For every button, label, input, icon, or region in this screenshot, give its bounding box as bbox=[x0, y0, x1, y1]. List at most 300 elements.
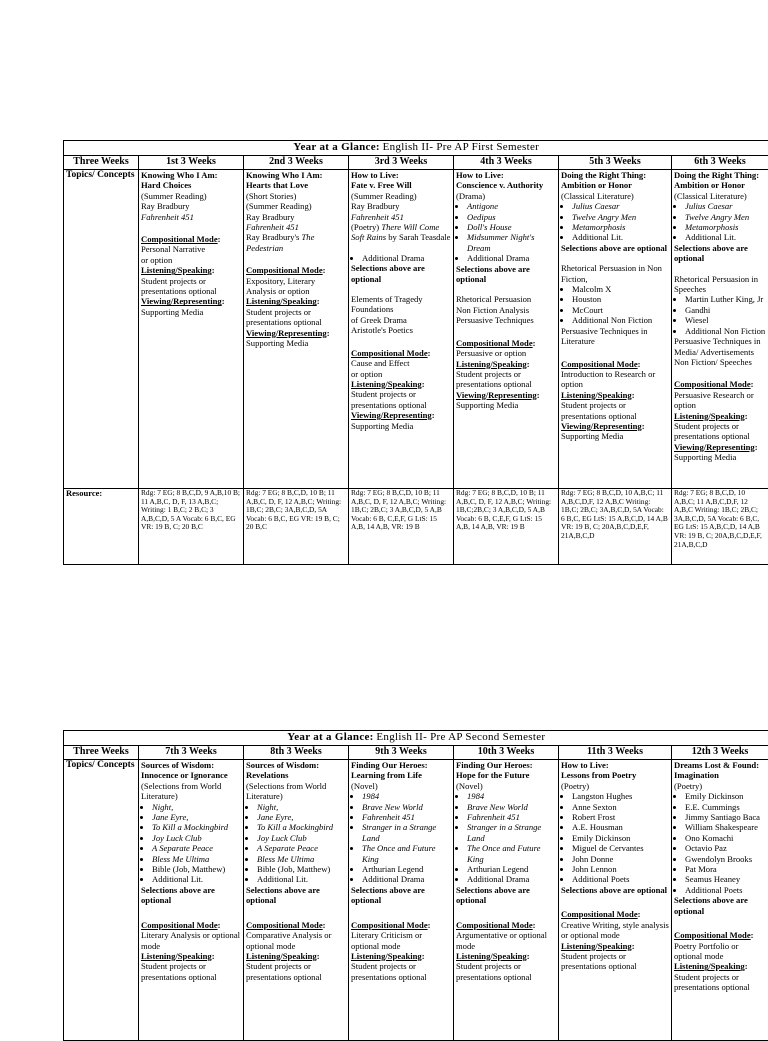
header-week-10: 10th 3 Weeks bbox=[454, 746, 559, 760]
colon: : bbox=[638, 909, 641, 919]
sem1-col-6 bbox=[672, 170, 768, 489]
listening-speaking-text: Student projects or presentations optional bbox=[674, 421, 766, 442]
colon: : bbox=[422, 951, 425, 961]
note-line: of Greek Drama bbox=[351, 315, 451, 325]
resource-cell: Rdg: 7 EG; 8 B,C,D, 10 A,B,C; 11 A,B,C,D,F, 12 A,B,C Writing: 1B,C; 2B,C; 3A,B,C,D, 5A Vocab: 6 B,C, EG LtS: 15 A,B,C,D, 14 A,B VR: 19 B, C; 20A,B,C,D,E,F, 21A,B,C,D bbox=[672, 489, 768, 565]
listening-speaking bbox=[456, 951, 556, 961]
viewing-representing-label: Viewing/Representing bbox=[456, 390, 537, 400]
first-semester-table bbox=[63, 140, 768, 565]
unit-subtheme: Conscience v. Authority bbox=[456, 180, 556, 190]
unit-theme: How to Live: bbox=[456, 170, 556, 180]
title-line: Fahrenheit 451 bbox=[246, 222, 346, 232]
list-item: • Additional Drama bbox=[362, 874, 451, 884]
note-line: Rhetorical Persuasion in Speeches bbox=[674, 274, 766, 295]
unit-subtheme: Learning from Life bbox=[351, 770, 451, 780]
unit-subtheme: Hope for the Future bbox=[456, 770, 556, 780]
header-row bbox=[64, 156, 768, 170]
list-item: • Julius Caesar bbox=[685, 201, 766, 211]
list-item: • Night, bbox=[257, 802, 346, 812]
table-title-row bbox=[64, 141, 768, 156]
listening-speaking-label: Listening/Speaking bbox=[674, 961, 745, 971]
compositional-mode-label: Compositional Mode bbox=[456, 338, 533, 348]
list-item: • Fahrenheit 451 bbox=[362, 812, 451, 822]
compositional-mode bbox=[561, 909, 669, 919]
list-item: • Jane Eyre, bbox=[152, 812, 241, 822]
bullet-list bbox=[456, 253, 556, 263]
extra-text: (Poetry) bbox=[351, 222, 379, 232]
list-item: • To Kill a Mockingbird bbox=[152, 822, 241, 832]
viewing-representing-label: Viewing/Representing bbox=[141, 296, 222, 306]
listening-speaking bbox=[351, 379, 451, 389]
compositional-mode-text: Introduction to Research or option bbox=[561, 369, 669, 390]
unit-line: Ray Bradbury bbox=[351, 201, 451, 211]
list-item: • John Donne bbox=[572, 854, 669, 864]
compositional-mode-label: Compositional Mode bbox=[456, 920, 533, 930]
listening-speaking bbox=[246, 951, 346, 961]
title-list bbox=[456, 791, 556, 864]
header-week-2: 2nd 3 Weeks bbox=[244, 156, 349, 170]
viewing-representing-label: Viewing/Representing bbox=[246, 328, 327, 338]
sem2-col-11 bbox=[559, 760, 672, 1041]
compositional-mode bbox=[561, 359, 669, 369]
sem2-col-10 bbox=[454, 760, 559, 1041]
unit-theme: Dreams Lost & Found: bbox=[674, 760, 766, 770]
unit-subtheme: Hard Choices bbox=[141, 180, 241, 190]
title-list bbox=[141, 802, 241, 864]
compositional-mode-text: or option bbox=[351, 369, 451, 379]
list-item: • Martin Luther King, Jr bbox=[685, 294, 766, 304]
viewing-representing-text: Supporting Media bbox=[456, 400, 556, 410]
listening-speaking bbox=[141, 265, 241, 275]
sem2-col-8 bbox=[244, 760, 349, 1041]
listening-speaking-label: Listening/Speaking bbox=[351, 951, 422, 961]
resource-cell: Rdg: 7 EG; 8 B,C,D, 10 B; 11 A,B,C, D, F, 12 A,B,C; Writing: 1B,C; 2B,C; 3 A,B,C,D, 5 A,B Vocab: 6 B, C,E,F, G LtS: 15 A,B, 14 A,B, VR: 19 B bbox=[349, 489, 454, 565]
bullet-list bbox=[351, 253, 451, 263]
bullet-list bbox=[674, 232, 766, 242]
note-line: Rhetorical Persuasion bbox=[456, 294, 556, 304]
note-line: Persuasive Techniques bbox=[456, 315, 556, 325]
list-item: • Additional Non Fiction bbox=[572, 315, 669, 325]
header-week-11: 11th 3 Weeks bbox=[559, 746, 672, 760]
note-line: Foundations bbox=[351, 304, 451, 314]
listening-speaking-text: Student projects or presentations optional bbox=[246, 961, 346, 982]
title-list bbox=[351, 791, 451, 864]
viewing-representing-text: Supporting Media bbox=[561, 431, 669, 441]
sem1-col-3 bbox=[349, 170, 454, 489]
bullet-list bbox=[141, 864, 241, 885]
list-item: • E.E. Cummings bbox=[685, 802, 766, 812]
list-item: • Additional Lit. bbox=[685, 232, 766, 242]
listening-speaking-label: Listening/Speaking bbox=[141, 265, 212, 275]
sem1-col-1 bbox=[139, 170, 244, 489]
colon: : bbox=[632, 390, 635, 400]
colon: : bbox=[527, 359, 530, 369]
compositional-mode-text: Argumentative or optional mode bbox=[456, 930, 556, 951]
list-item: • Additional Drama bbox=[467, 253, 556, 263]
header-three-weeks: Three Weeks bbox=[64, 746, 139, 760]
listening-speaking-text: Student projects or presentations optional bbox=[141, 276, 241, 297]
list-item: • Metamorphosis bbox=[685, 222, 766, 232]
list-item: • Bless Me Ultima bbox=[257, 854, 346, 864]
list-item: • Seamus Heaney bbox=[685, 874, 766, 884]
unit-subtheme: Ambition or Honor bbox=[674, 180, 766, 190]
colon: : bbox=[218, 234, 221, 244]
listening-speaking-text: Student projects or presentations optional bbox=[351, 961, 451, 982]
list-item: • Brave New World bbox=[362, 802, 451, 812]
bullet-list bbox=[674, 294, 766, 336]
listening-speaking-label: Listening/Speaking bbox=[456, 359, 527, 369]
colon: : bbox=[212, 265, 215, 275]
selections-note: Selections above are optional bbox=[351, 263, 451, 284]
sem2-col-12 bbox=[672, 760, 768, 1041]
selections-note: Selections above are optional bbox=[561, 885, 669, 895]
extra-text: Ray Bradbury's bbox=[246, 232, 299, 242]
list-item: • Joy Luck Club bbox=[257, 833, 346, 843]
colon: : bbox=[642, 421, 645, 431]
list-item: • Midsummer Night's Dream bbox=[467, 232, 556, 253]
list-item: • To Kill a Mockingbird bbox=[257, 822, 346, 832]
header-week-1: 1st 3 Weeks bbox=[139, 156, 244, 170]
viewing-representing bbox=[351, 410, 451, 420]
compositional-mode bbox=[674, 930, 766, 940]
topics-row bbox=[64, 170, 768, 489]
unit-theme: How to Live: bbox=[561, 760, 669, 770]
list-item: • A Separate Peace bbox=[257, 843, 346, 853]
selections-note: Selections above are optional bbox=[674, 895, 766, 916]
row-label-resource: Resource: bbox=[64, 489, 139, 565]
list-item: • Additional Lit. bbox=[152, 874, 241, 884]
list-item: • 1984 bbox=[362, 791, 451, 801]
bullet-list bbox=[561, 232, 669, 242]
colon: : bbox=[317, 296, 320, 306]
colon: : bbox=[537, 390, 540, 400]
list-item: • Robert Frost bbox=[572, 812, 669, 822]
listening-speaking bbox=[674, 961, 766, 971]
resource-row bbox=[64, 489, 768, 565]
list-item: • Octavio Paz bbox=[685, 843, 766, 853]
bullet-list bbox=[351, 864, 451, 885]
list-item: • John Lennon bbox=[572, 864, 669, 874]
list-item: • Pat Mora bbox=[685, 864, 766, 874]
title-line: Fahrenheit 451 bbox=[351, 212, 451, 222]
compositional-mode-text: Persuasive Research or option bbox=[674, 390, 766, 411]
list-item: • Anne Sexton bbox=[572, 802, 669, 812]
row-label-topics: Topics/ Concepts bbox=[64, 170, 139, 489]
unit-line: (Selections from World Literature) bbox=[246, 781, 346, 802]
viewing-representing-text: Supporting Media bbox=[351, 421, 451, 431]
compositional-mode-label: Compositional Mode bbox=[561, 359, 638, 369]
listening-speaking-text: Student projects or presentations optional bbox=[141, 961, 241, 982]
compositional-mode-label: Compositional Mode bbox=[246, 265, 323, 275]
list-item: • Ono Komachi bbox=[685, 833, 766, 843]
unit-theme: Doing the Right Thing: bbox=[674, 170, 766, 180]
unit-subtheme: Hearts that Love bbox=[246, 180, 346, 190]
listening-speaking-label: Listening/Speaking bbox=[456, 951, 527, 961]
list-item: • A.E. Housman bbox=[572, 822, 669, 832]
compositional-mode-text: or option bbox=[141, 255, 241, 265]
colon: : bbox=[323, 920, 326, 930]
unit-theme: Finding Our Heroes: bbox=[456, 760, 556, 770]
compositional-mode bbox=[141, 234, 241, 244]
listening-speaking-label: Listening/Speaking bbox=[561, 390, 632, 400]
selections-note: Selections above are optional bbox=[674, 243, 766, 264]
viewing-representing-text: Supporting Media bbox=[674, 452, 766, 462]
list-item: • Brave New World bbox=[467, 802, 556, 812]
unit-line: (Novel) bbox=[351, 781, 451, 791]
listening-speaking-text: Student projects or presentations optional bbox=[561, 951, 669, 972]
list-item: • Stranger in a Strange Land bbox=[362, 822, 451, 843]
header-row bbox=[64, 746, 768, 760]
unit-line: Ray Bradbury bbox=[246, 212, 346, 222]
resource-cell: Rdg: 7 EG; 8 B,C,D, 10 A,B,C; 11 A,B,C,D,F, 12 A,B,C Writing: 1B,C; 2B,C; 3A,B,C,D, 5A Vocab: 6 B,C, EG LtS: 15 A,B,C,D, 14 A,B VR: 19 B, C; 20A,B,C,D,E,F, 21A,B,C,D bbox=[559, 489, 672, 565]
colon: : bbox=[527, 951, 530, 961]
list-item: • Wiesel bbox=[685, 315, 766, 325]
viewing-representing-text: Supporting Media bbox=[141, 307, 241, 317]
unit-line: (Summer Reading) bbox=[351, 191, 451, 201]
viewing-representing-label: Viewing/Representing bbox=[674, 442, 755, 452]
list-item: • Jimmy Santiago Baca bbox=[685, 812, 766, 822]
unit-subtheme: Lessons from Poetry bbox=[561, 770, 669, 780]
sem2-col-9 bbox=[349, 760, 454, 1041]
listening-speaking bbox=[141, 951, 241, 961]
compositional-mode-label: Compositional Mode bbox=[351, 348, 428, 358]
resource-cell: Rdg: 7 EG; 8 B,C,D, 10 B; 11 A,B,C, D, F, 12 A,B,C; Writing: 1B,C;2B,C; 3 A,B,C,D, 5 A,B Vocab: 6 B, C,E,F, G LtS: 15 A,B, 14 A,B, VR: 19 B bbox=[454, 489, 559, 565]
list-item: • Additional Drama bbox=[467, 874, 556, 884]
row-label-topics: Topics/ Concepts bbox=[64, 760, 139, 1041]
colon: : bbox=[751, 930, 754, 940]
unit-theme: Doing the Right Thing: bbox=[561, 170, 669, 180]
unit-line: (Summer Reading) bbox=[246, 201, 346, 211]
title-list bbox=[561, 201, 669, 232]
listening-speaking bbox=[351, 951, 451, 961]
selections-note: Selections above are optional bbox=[456, 264, 556, 285]
listening-speaking-label: Listening/Speaking bbox=[351, 379, 422, 389]
bullet-list bbox=[561, 284, 669, 326]
colon: : bbox=[218, 920, 221, 930]
list-item: • Additional Lit. bbox=[572, 232, 669, 242]
list-item: • Additional Poets bbox=[572, 874, 669, 884]
title-list bbox=[246, 802, 346, 864]
viewing-representing-text: Supporting Media bbox=[246, 338, 346, 348]
list-item: • Bible (Job, Matthew) bbox=[257, 864, 346, 874]
compositional-mode bbox=[246, 920, 346, 930]
colon: : bbox=[632, 941, 635, 951]
viewing-representing bbox=[674, 442, 766, 452]
bullet-list bbox=[456, 864, 556, 885]
unit-subtheme: Imagination bbox=[674, 770, 766, 780]
list-item: • Oedipus bbox=[467, 212, 556, 222]
selections-note: Selections above are optional bbox=[456, 885, 556, 906]
unit-subtheme: Innocence or Ignorance bbox=[141, 770, 241, 780]
listening-speaking bbox=[561, 941, 669, 951]
resource-cell: Rdg: 7 EG; 8 B,C,D, 9 A,B,10 B; 11 A,B,C, D, F, 13 A,B,C; Writing: 1 B,C; 2 B,C; 3 A,B,C,D, 5 A Vocab: 6 B,C, EG VR: 19 B, C; 20 B,C bbox=[139, 489, 244, 565]
colon: : bbox=[327, 328, 330, 338]
compositional-mode bbox=[351, 348, 451, 358]
listening-speaking-label: Listening/Speaking bbox=[246, 951, 317, 961]
list-item: • Additional Poets bbox=[685, 885, 766, 895]
list-item: • Bless Me Ultima bbox=[152, 854, 241, 864]
listening-speaking bbox=[456, 359, 556, 369]
colon: : bbox=[317, 951, 320, 961]
viewing-representing-label: Viewing/Representing bbox=[561, 421, 642, 431]
list-item: • Additional Drama bbox=[362, 253, 451, 263]
unit-line: (Poetry) bbox=[561, 781, 669, 791]
list-item: • Antigone bbox=[467, 201, 556, 211]
compositional-mode-text: Comparative Analysis or optional mode bbox=[246, 930, 346, 951]
list-item: • Additional Non Fiction bbox=[685, 326, 766, 336]
extra-line bbox=[246, 232, 346, 253]
list-item: • Arthurian Legend bbox=[467, 864, 556, 874]
unit-theme: Finding Our Heroes: bbox=[351, 760, 451, 770]
list-item: • Twelve Angry Men bbox=[685, 212, 766, 222]
compositional-mode-text: Cause and Effect bbox=[351, 358, 451, 368]
unit-theme: How to Live: bbox=[351, 170, 451, 180]
list-item: • Doll's House bbox=[467, 222, 556, 232]
extra-after: by Sarah Teasdale bbox=[388, 232, 450, 242]
viewing-representing bbox=[561, 421, 669, 431]
unit-line: (Poetry) bbox=[674, 781, 766, 791]
table-title: Year at a Glance: English II- Pre AP Second Semester bbox=[64, 731, 768, 746]
listening-speaking-text: Student projects or presentations optional bbox=[674, 972, 766, 993]
listening-speaking bbox=[561, 390, 669, 400]
list-item: • Emily Dickinson bbox=[572, 833, 669, 843]
unit-line: (Short Stories) bbox=[246, 191, 346, 201]
selections-note: Selections above are optional bbox=[351, 885, 451, 906]
compositional-mode-label: Compositional Mode bbox=[141, 920, 218, 930]
sem1-col-2 bbox=[244, 170, 349, 489]
compositional-mode bbox=[246, 265, 346, 275]
title-line: Fahrenheit 451 bbox=[141, 212, 241, 222]
colon: : bbox=[533, 920, 536, 930]
compositional-mode-label: Compositional Mode bbox=[674, 379, 751, 389]
title-list bbox=[674, 201, 766, 232]
unit-theme: Sources of Wisdom: bbox=[246, 760, 346, 770]
header-three-weeks: Three Weeks bbox=[64, 156, 139, 170]
list-item: • Houston bbox=[572, 294, 669, 304]
list-item: • Twelve Angry Men bbox=[572, 212, 669, 222]
compositional-mode-text: Expository, Literary Analysis or option bbox=[246, 276, 346, 297]
list-item: • Fahrenheit 451 bbox=[467, 812, 556, 822]
list-item: • Bible (Job, Matthew) bbox=[152, 864, 241, 874]
after-bullets: Persuasive Techniques in Media/ Advertisements Non Fiction/ Speeches bbox=[674, 336, 766, 367]
header-week-4: 4th 3 Weeks bbox=[454, 156, 559, 170]
colon: : bbox=[755, 442, 758, 452]
listening-speaking-label: Listening/Speaking bbox=[674, 411, 745, 421]
compositional-mode-text: Literary Analysis or optional mode bbox=[141, 930, 241, 951]
list-item: • A Separate Peace bbox=[152, 843, 241, 853]
list-item: • McCourt bbox=[572, 305, 669, 315]
unit-theme: Knowing Who I Am: bbox=[246, 170, 346, 180]
list-item: • Langston Hughes bbox=[572, 791, 669, 801]
header-week-12: 12th 3 Weeks bbox=[672, 746, 768, 760]
sem1-col-4 bbox=[454, 170, 559, 489]
unit-line: (Summer Reading) bbox=[141, 191, 241, 201]
table-title-row bbox=[64, 731, 768, 746]
compositional-mode-label: Compositional Mode bbox=[351, 920, 428, 930]
list-item: • Emily Dickinson bbox=[685, 791, 766, 801]
listening-speaking-label: Listening/Speaking bbox=[141, 951, 212, 961]
list-item: • Miguel de Cervantes bbox=[572, 843, 669, 853]
colon: : bbox=[222, 296, 225, 306]
listening-speaking-label: Listening/Speaking bbox=[561, 941, 632, 951]
colon: : bbox=[323, 265, 326, 275]
viewing-representing bbox=[141, 296, 241, 306]
list-item: • Joy Luck Club bbox=[152, 833, 241, 843]
colon: : bbox=[745, 411, 748, 421]
sem2-col-7 bbox=[139, 760, 244, 1041]
list-item: • Night, bbox=[152, 802, 241, 812]
header-week-6: 6th 3 Weeks bbox=[672, 156, 768, 170]
unit-line: (Classical Literature) bbox=[674, 191, 766, 201]
selections-note: Selections above are optional bbox=[561, 243, 669, 253]
list-item: • Metamorphosis bbox=[572, 222, 669, 232]
compositional-mode-text: Persuasive or option bbox=[456, 348, 556, 358]
unit-line: (Classical Literature) bbox=[561, 191, 669, 201]
note-line: Elements of Tragedy bbox=[351, 294, 451, 304]
list-item: • Malcolm X bbox=[572, 284, 669, 294]
unit-theme: Sources of Wisdom: bbox=[141, 760, 241, 770]
list-item: • 1984 bbox=[467, 791, 556, 801]
unit-theme: Knowing Who I Am: bbox=[141, 170, 241, 180]
table-title: Year at a Glance: English II- Pre AP First Semester bbox=[64, 141, 768, 156]
compositional-mode bbox=[456, 338, 556, 348]
list-item: • Additional Lit. bbox=[257, 874, 346, 884]
bullet-list bbox=[561, 791, 669, 885]
header-week-9: 9th 3 Weeks bbox=[349, 746, 454, 760]
list-item: • Jane Eyre, bbox=[257, 812, 346, 822]
extra-line bbox=[351, 222, 451, 243]
compositional-mode-text: Poetry Portfolio or optional mode bbox=[674, 941, 766, 962]
viewing-representing-label: Viewing/Representing bbox=[351, 410, 432, 420]
list-item: • William Shakespeare bbox=[685, 822, 766, 832]
listening-speaking-label: Listening/Speaking bbox=[246, 296, 317, 306]
colon: : bbox=[638, 359, 641, 369]
viewing-representing bbox=[456, 390, 556, 400]
colon: : bbox=[745, 961, 748, 971]
list-item: • Julius Caesar bbox=[572, 201, 669, 211]
compositional-mode-text: Personal Narrative bbox=[141, 244, 241, 254]
note-line: Non Fiction Analysis bbox=[456, 305, 556, 315]
bullet-list bbox=[674, 791, 766, 895]
listening-speaking bbox=[674, 411, 766, 421]
compositional-mode bbox=[674, 379, 766, 389]
header-week-8: 8th 3 Weeks bbox=[244, 746, 349, 760]
compositional-mode-text: Creative Writing, style analysis or optional mode bbox=[561, 920, 669, 941]
header-week-5: 5th 3 Weeks bbox=[559, 156, 672, 170]
sem1-col-5 bbox=[559, 170, 672, 489]
colon: : bbox=[533, 338, 536, 348]
colon: : bbox=[212, 951, 215, 961]
unit-line: (Drama) bbox=[456, 191, 556, 201]
title-list bbox=[456, 201, 556, 253]
selections-note: Selections above are optional bbox=[246, 885, 346, 906]
after-bullets: Persuasive Techniques in Literature bbox=[561, 326, 669, 347]
listening-speaking-text: Student projects or presentations optional bbox=[456, 369, 556, 390]
listening-speaking-text: Student projects or presentations optional bbox=[351, 389, 451, 410]
compositional-mode-text: Literary Criticism or optional mode bbox=[351, 930, 451, 951]
colon: : bbox=[432, 410, 435, 420]
bullet-list bbox=[246, 864, 346, 885]
second-semester-table bbox=[63, 730, 768, 1041]
unit-line: (Selections from World Literature) bbox=[141, 781, 241, 802]
compositional-mode-label: Compositional Mode bbox=[674, 930, 751, 940]
compositional-mode bbox=[141, 920, 241, 930]
list-item: • Arthurian Legend bbox=[362, 864, 451, 874]
list-item: • Gwendolyn Brooks bbox=[685, 854, 766, 864]
compositional-mode-label: Compositional Mode bbox=[141, 234, 218, 244]
colon: : bbox=[751, 379, 754, 389]
listening-speaking-text: Student projects or presentations optional bbox=[456, 961, 556, 982]
